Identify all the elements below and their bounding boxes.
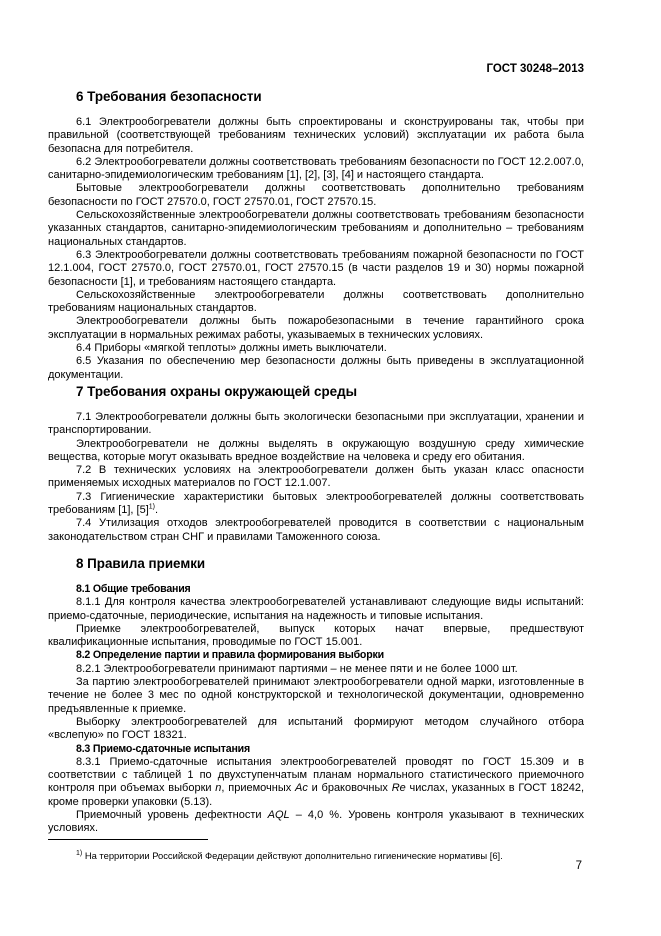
- para-6-3-agricultural: Сельскохозяйственные электрообогреватели должны соответствовать дополнительно требованиям национальных стандартов.: [48, 288, 584, 315]
- var-n: n: [215, 782, 222, 795]
- para-7-3-text: 7.3 Гигиенические характеристики бытовых электрообогревателей должны соответствовать требованиям [1], [5]: [48, 490, 584, 517]
- section-8-body: [48, 583, 584, 836]
- para-8-3-1-c: и браковочных: [307, 782, 392, 795]
- section-8-title: 8 Правила приемки: [76, 556, 206, 571]
- footnote-text: На территории Российской Федерации действуют дополнительно гигиенические нормативы [6].: [82, 850, 503, 861]
- para-7-3: [48, 491, 584, 518]
- footnote-mark: 1): [76, 849, 83, 857]
- footnote-divider: [48, 839, 208, 840]
- para-8-1-1: 8.1.1 Для контроля качества электрообогревателей устанавливают следующие виды испытаний: приемо-сдаточные, периодические, испытания на надежность и типовые испытания.: [48, 596, 584, 622]
- para-7-3-end: .: [155, 504, 159, 517]
- para-6-2-agricultural: Сельскохозяйственные электрообогреватели должны соответствовать требованиям безопасности указанных стандартов, санитарно-эпидемиологическим требованиям и дополнительно – требованиям национальных стандартов.: [48, 209, 584, 248]
- para-8-2-1: 8.2.1 Электрообогреватели принимают партиями – не менее пяти и не более 1000 шт.: [76, 662, 518, 675]
- subsection-8-1-title: 8.1 Общие требования: [76, 583, 191, 595]
- para-8-3-1: [48, 756, 584, 809]
- para-8-3-1-b: , приемочных: [221, 782, 295, 795]
- document-header: ГОСТ 30248–2013: [486, 63, 584, 75]
- para-6-1: 6.1 Электрообогреватели должны быть спроектированы и сконструированы так, чтобы при правильной (соответствующей требованиям технических условий) эксплуатации их работа была безопасна для потребителя.: [48, 116, 584, 155]
- subsection-8-2-title: 8.2 Определение партии и правила формирования выборки: [76, 649, 384, 662]
- var-re: Re: [391, 782, 406, 795]
- para-7-2: 7.2 В технических условиях на электрообогреватели должен быть указан класс опасности применяемых исходных материалов по ГОСТ 12.1.007.: [48, 464, 584, 490]
- para-8-2-1-batch: За партию электрообогревателей принимают электрообогреватели одной марки, изготовленные в течение не более 3 мес по одной конструкторской и технологической документации, одновременно предъявленные к приемке.: [48, 676, 584, 715]
- para-6-3: 6.3 Электрообогреватели должны соответствовать требованиям пожарной безопасности по ГОСТ 12.1.004, ГОСТ 27570.0, ГОСТ 27570.01, ГОСТ 27570.15 (в части разделов 19 и 30) нормы пожарной безопасности [1], и требованиям настоящего стандарта.: [48, 248, 584, 288]
- var-ac: Ac: [295, 782, 308, 795]
- footnote: [76, 850, 503, 861]
- para-aql-a: Приемочный уровень дефектности: [76, 809, 268, 822]
- subsection-8-3-title: 8.3 Приемо-сдаточные испытания: [76, 742, 250, 755]
- section-7-body: [48, 411, 584, 544]
- para-aql-b: – 4,0 %. Уровень контроля указывают в технических условиях.: [48, 809, 584, 835]
- para-8-2-1-sampling: Выборку электрообогревателей для испытаний формируют методом случайного отбора «вслепую» по ГОСТ 18321.: [48, 715, 584, 742]
- footnote-ref: 1): [148, 503, 156, 511]
- para-7-1-emissions: Электрообогреватели не должны выделять в окружающую воздушную среду химические вещества, которые могут оказывать вредное воздействие на человека и среду его обитания.: [48, 437, 584, 463]
- para-8-3-1-a: 8.3.1 Приемо-сдаточные испытания электрообогревателей проводят по ГОСТ 15.309 и в соответствии с таблицей 1 по двухступенчатым планам нормального статистического приемочного контроля при объемах выборки: [48, 755, 584, 795]
- page-number: 7: [575, 860, 582, 872]
- para-8-3-1-d: числах, указанных в ГОСТ 18242, кроме проверки упаковки (5.13).: [48, 782, 584, 808]
- para-7-4: 7.4 Утилизация отходов электрообогревателей проводится в соответствии с национальным законодательством стран СНГ и правилами Таможенного союза.: [48, 517, 584, 543]
- para-6-5: 6.5 Указания по обеспечению мер безопасности должны быть приведены в эксплуатационной документации.: [48, 355, 584, 381]
- var-aql: AQL: [267, 809, 290, 822]
- para-7-1: 7.1 Электрообогреватели должны быть экологически безопасными при эксплуатации, хранении и транспортировании.: [48, 411, 584, 437]
- section-6-title: 6 Требования безопасности: [76, 89, 262, 104]
- section-6-body: [48, 116, 584, 382]
- para-8-3-1-aql: [48, 809, 584, 836]
- para-8-1-1-qualification: Приемке электрообогревателей, выпуск которых начат впервые, предшествуют квалификационные испытания, проводимые по ГОСТ 15.001.: [48, 622, 584, 649]
- para-6-2: 6.2 Электрообогреватели должны соответствовать требованиям безопасности по ГОСТ 12.2.007.0, санитарно-эпидемиологическим требованиям [1], [2], [3], [4] и настоящего стандарта.: [48, 155, 584, 182]
- para-6-2-household: Бытовые электрообогреватели должны соответствовать дополнительно требованиям безопасности по ГОСТ 27570.0, ГОСТ 27570.01, ГОСТ 27570.15.: [48, 182, 584, 208]
- section-7-title: 7 Требования охраны окружающей среды: [76, 384, 357, 399]
- para-6-3-fire: Электрообогреватели должны быть пожаробезопасными в течение гарантийного срока эксплуатации в нормальных режимах работы, указываемых в технических условиях.: [48, 315, 584, 341]
- para-6-4: 6.4 Приборы «мягкой теплоты» должны иметь выключатели.: [76, 342, 387, 355]
